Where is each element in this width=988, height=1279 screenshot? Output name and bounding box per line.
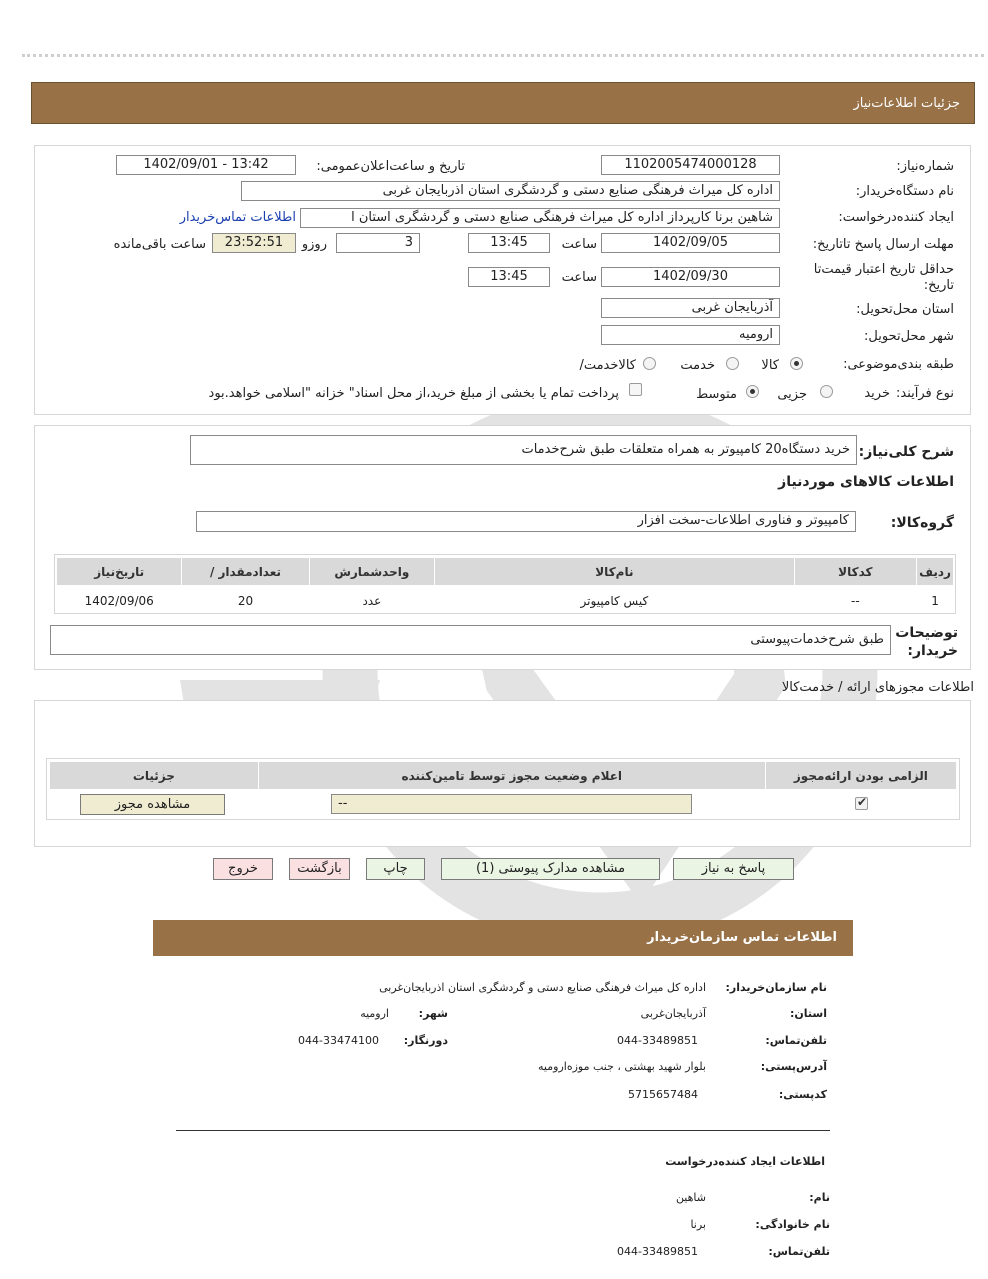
- creator-phone-label: تلفن‌تماس:: [768, 1245, 830, 1258]
- process-prefix: خرید: [864, 386, 890, 401]
- reply-button[interactable]: پاسخ به نیاز: [673, 858, 794, 880]
- contact-postal-label: کد‌پستی:: [778, 1088, 827, 1101]
- goods-col-name: نام‌کالا: [435, 558, 794, 586]
- creator-label: ایجاد کننده‌درخواست:: [838, 210, 954, 225]
- creator-info-title: اطلاعات ایجاد کننده‌درخواست: [665, 1155, 825, 1168]
- treasury-payment-checkbox[interactable]: [629, 383, 642, 396]
- back-button[interactable]: بازگشت: [289, 858, 350, 880]
- goods-col-code: کدکالا: [794, 558, 916, 586]
- goods-col-row: ردیف: [917, 558, 954, 586]
- goods-cell-unit: عدد: [362, 593, 382, 608]
- goods-col-unit: واحدشمارش: [309, 558, 435, 586]
- goods-table: [56, 557, 954, 616]
- print-button[interactable]: چاپ: [366, 858, 425, 880]
- contact-divider: [176, 1130, 830, 1131]
- contact-city-value: ارومیه: [360, 1007, 389, 1020]
- deadline-time-label: ساعت: [561, 237, 597, 252]
- category-option-goods-service: کالا‌خدمت/: [579, 358, 636, 373]
- contact-org-label: نام سازمان‌خریدار:: [725, 981, 827, 994]
- permits-col-details: جزئیات: [50, 762, 259, 790]
- view-documents-button[interactable]: مشاهده مدارک پیوستی (1): [441, 858, 660, 880]
- view-permit-button[interactable]: مشاهده مجوز: [80, 794, 225, 815]
- goods-group-field: کامپیوتر و فناوری اطلاعات-سخت افزار: [196, 511, 856, 532]
- contact-fax-value: 044-33474100: [298, 1034, 379, 1047]
- category-radio-goods[interactable]: [790, 357, 803, 370]
- creator-family-label: نام خانوادگی:: [755, 1218, 830, 1231]
- category-option-goods: کالا: [761, 358, 779, 373]
- goods-cell-qty: 20: [237, 593, 254, 608]
- goods-cell-date: 1402/09/06: [84, 593, 154, 608]
- remaining-time-field: 23:52:51: [212, 233, 296, 253]
- process-option-medium: متوسط: [696, 387, 737, 402]
- buyer-contact-link[interactable]: اطلاعات تماس‌خریدار: [179, 210, 296, 225]
- province-label: استان محل‌تحویل:: [856, 302, 954, 317]
- goods-info-title: اطلاعات کالاهای موردنیاز: [778, 474, 954, 490]
- category-radio-service[interactable]: [726, 357, 739, 370]
- summary-field: خرید دستگاه20 کامپیوتر به همراه متعلقات طبق شرح‌خدمات: [190, 435, 857, 465]
- contact-org-value: اداره کل میراث فرهنگی صنایع دستی و گردشگری استان اذربایجان‌غربی: [379, 981, 706, 994]
- process-radio-medium[interactable]: [746, 385, 759, 398]
- contact-title: اطلاعات تماس سازمان‌خریدار: [647, 930, 837, 945]
- permit-required-checkbox: [855, 797, 868, 810]
- announce-date-label: تاریخ و ساعت‌اعلان‌عمومی:: [316, 159, 465, 174]
- creator-family-value: برنا: [690, 1218, 706, 1231]
- contact-fax-label: دورنگار:: [403, 1034, 448, 1047]
- need-number-field: 1102005474000128: [601, 155, 780, 175]
- contact-city-label: شهر:: [418, 1007, 448, 1020]
- city-field: ارومیه: [601, 325, 780, 345]
- province-field: آذربایجان غربی: [601, 298, 780, 318]
- remaining-label: ساعت باقی‌مانده: [113, 237, 206, 252]
- contact-province-label: استان:: [790, 1007, 827, 1020]
- buyer-org-label: نام دستگاه‌خریدار:: [855, 184, 954, 199]
- need-number-label: شماره‌نیاز:: [896, 159, 954, 174]
- days-field: 3: [336, 233, 420, 253]
- permits-title: اطلاعات مجوزهای ارائه / خدمت‌کالا: [781, 680, 974, 695]
- category-label: طبقه بندی‌موضوعی:: [843, 357, 954, 372]
- buyer-notes-label: توضیحات خریدار:: [895, 625, 958, 659]
- contact-address-value: بلوار شهید بهشتی ، جنب موزه‌ارومیه: [538, 1060, 706, 1073]
- contact-address-label: آدرس‌پستی:: [760, 1060, 827, 1073]
- announce-date-field: 1402/09/01 - 13:42: [116, 155, 296, 175]
- contact-phone-label: تلفن‌تماس:: [765, 1034, 827, 1047]
- treasury-payment-note: پرداخت تمام یا بخشی از مبلغ خرید،از محل اسناد" خزانه "اسلامی خواهد.بود: [208, 386, 619, 401]
- contact-province-value: آذربایجان‌غربی: [640, 1007, 706, 1020]
- goods-cell-code: --: [851, 593, 860, 608]
- process-radio-minor[interactable]: [820, 385, 833, 398]
- contact-header-bar: [153, 920, 853, 956]
- goods-cell-name: کیس کامپیوتر: [580, 593, 649, 608]
- deadline-date-field: 1402/09/05: [601, 233, 780, 253]
- deadline-time-field: 13:45: [468, 233, 550, 253]
- city-label: شهر محل‌تحویل:: [864, 329, 954, 344]
- validity-time-field: 13:45: [468, 267, 550, 287]
- buyer-notes-field: طبق شرح‌خدمات‌پیوستی: [50, 625, 891, 655]
- validity-time-label: ساعت: [561, 270, 597, 285]
- validity-date-field: 1402/09/30: [601, 267, 780, 287]
- category-option-service: خدمت: [680, 358, 715, 373]
- table-row: [57, 586, 954, 616]
- summary-label: شرح کلی‌نیاز:: [858, 444, 954, 460]
- goods-col-qty: تعداد‌مقدار /: [182, 558, 309, 586]
- page-header-bar: [31, 82, 975, 124]
- checkmark-icon: ✔: [857, 795, 868, 809]
- page-title: جزئیات اطلاعات‌نیاز: [853, 96, 960, 111]
- creator-name-value: شاهین: [675, 1191, 706, 1204]
- contact-postal-value: 5715657484: [628, 1088, 698, 1101]
- contact-phone-value: 044-33489851: [617, 1034, 698, 1047]
- goods-cell-row: 1: [931, 593, 939, 608]
- buyer-org-field: اداره کل میراث فرهنگی صنایع دستی و گردشگری استان اذربایجان غربی: [241, 181, 780, 201]
- category-radio-goods-service[interactable]: [643, 357, 656, 370]
- validity-label: حداقل تاریخ اعتبار قیمت‌تا تاریخ:: [813, 262, 954, 293]
- creator-field: شاهین برنا کارپرداز اداره کل میراث فرهنگی صنایع دستی و گردشگری استان ا: [300, 208, 780, 228]
- permits-col-status: اعلام وضعیت مجوز توسط تامین‌کننده: [258, 762, 765, 790]
- deadline-label: مهلت ارسال پاسخ تا‌تاریخ:: [812, 237, 954, 252]
- goods-group-label: گروه‌کالا:: [890, 515, 954, 531]
- goods-col-date: تاریخ‌نیاز: [57, 558, 182, 586]
- creator-name-label: نام:: [809, 1191, 830, 1204]
- days-label: روزو: [301, 237, 327, 252]
- creator-phone-value: 044-33489851: [617, 1245, 698, 1258]
- process-option-minor: جزیی: [777, 387, 807, 402]
- permits-col-required: الزامی بودن ارائه‌مجوز: [765, 762, 956, 790]
- process-label: نوع فرآیند:: [896, 386, 954, 401]
- exit-button[interactable]: خروج: [213, 858, 273, 880]
- top-dotted-divider: [22, 54, 984, 57]
- permit-status-field: --: [331, 794, 692, 814]
